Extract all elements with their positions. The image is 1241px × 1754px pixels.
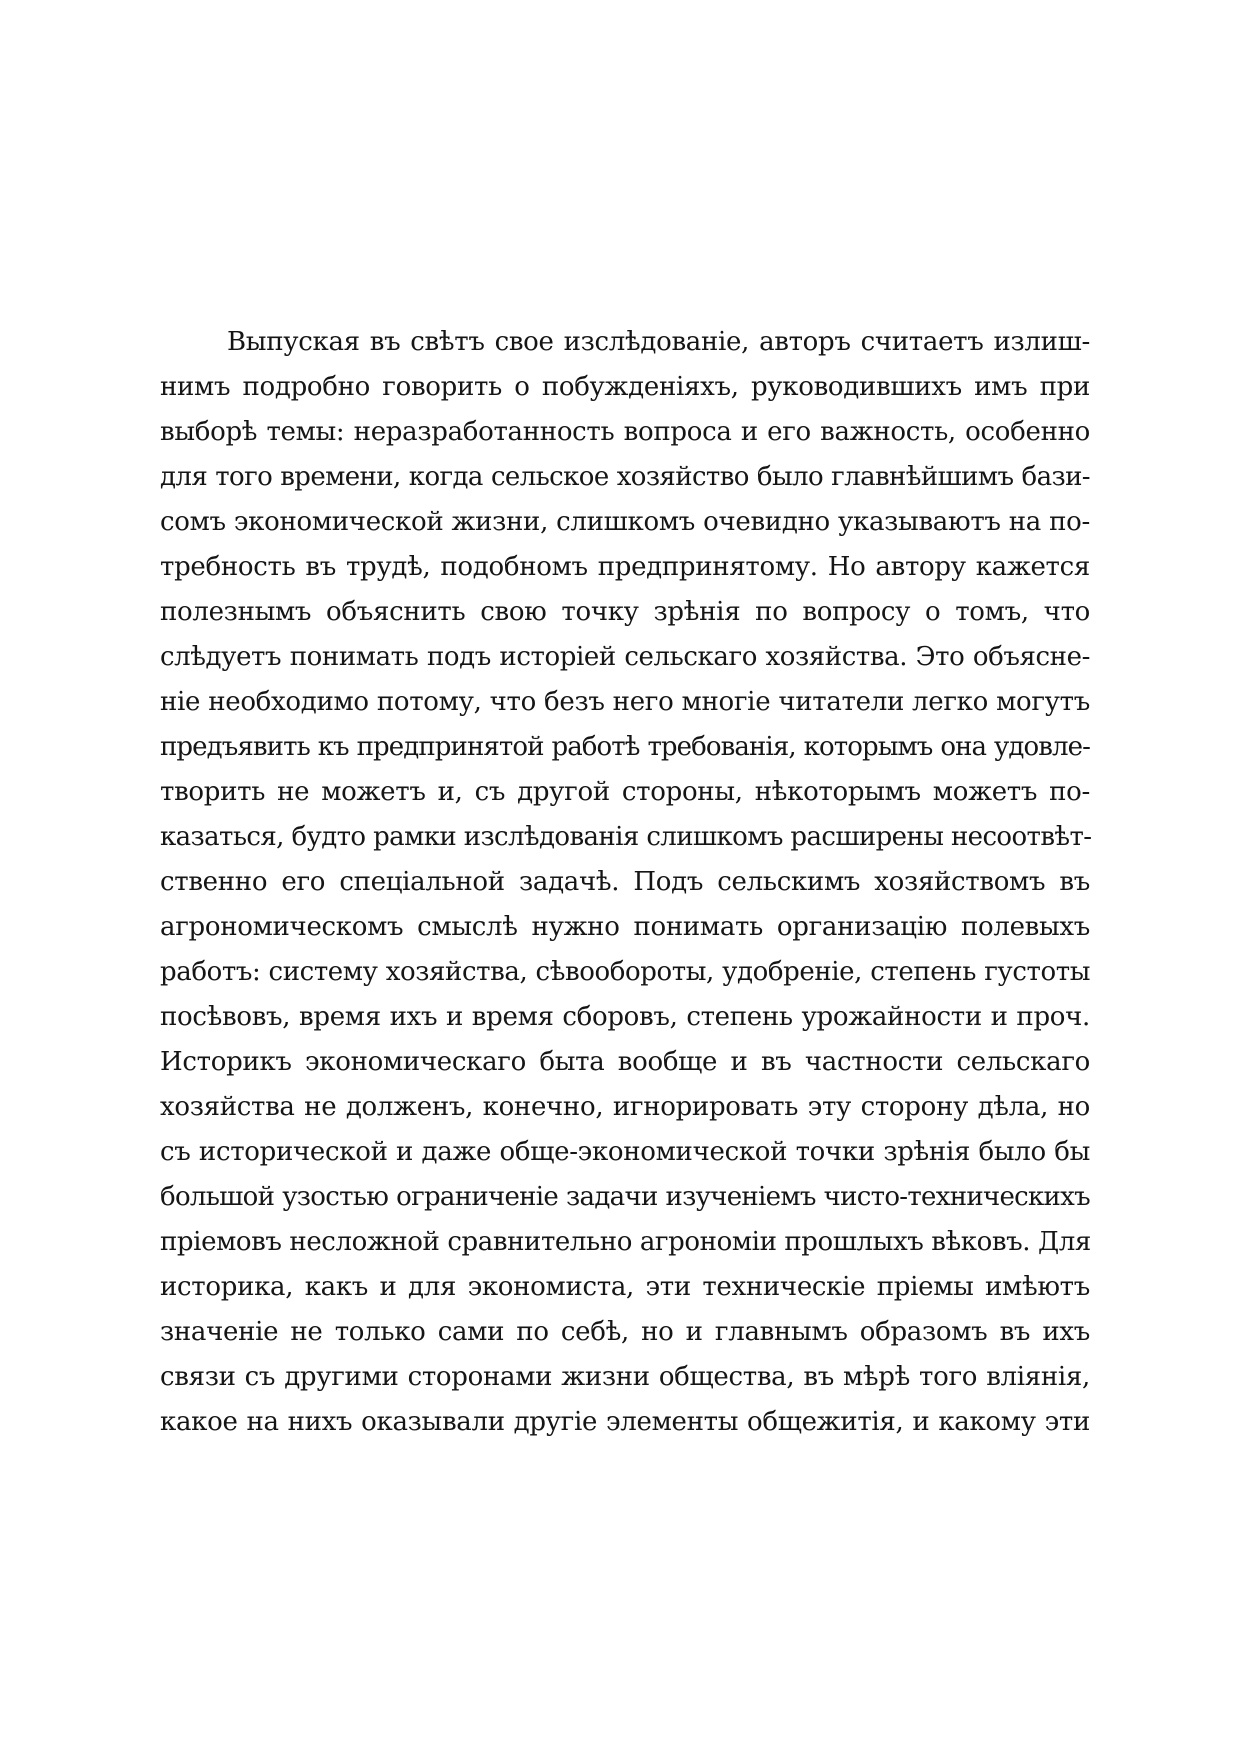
text-line: посѣвовъ, время ихъ и время сборовъ, степень урожайности и проч. — [160, 1002, 1090, 1032]
text-line: пріемовъ несложной сравнительно агрономіи прошлыхъ вѣковъ. Для — [160, 1227, 1091, 1257]
text-line: работъ: систему хозяйства, сѣвообороты, удобреніе, степень густоты — [160, 957, 1090, 987]
text-line: ственно его спеціальной задачѣ. Подъ сельскимъ хозяйствомъ въ — [160, 867, 1090, 897]
text-line: большой узостью ограниченіе задачи изученіемъ чисто-техническихъ — [160, 1182, 1090, 1212]
text-line: полезнымъ объяснить свою точку зрѣнія по вопросу о томъ, что — [160, 597, 1090, 627]
text-line: съ исторической и даже обще-экономической точки зрѣнія было бы — [160, 1137, 1090, 1167]
text-line: хозяйства не долженъ, конечно, игнорировать эту сторону дѣла, но — [160, 1092, 1090, 1122]
text-line: сомъ экономической жизни, слишкомъ очевидно указываютъ на по- — [160, 507, 1090, 537]
text-line: какое на нихъ оказывали другіе элементы общежитія, и какому эти — [160, 1407, 1090, 1437]
text-line: Выпуская въ свѣтъ свое изслѣдованіе, авторъ считаетъ излиш- — [227, 327, 1090, 357]
text-line: казаться, будто рамки изслѣдованія слишкомъ расширены несоотвѣт- — [160, 822, 1092, 852]
text-line: историка, какъ и для экономиста, эти техническіе пріемы имѣютъ — [160, 1272, 1090, 1302]
text-line: нимъ подробно говорить о побужденіяхъ, руководившихъ имъ при — [160, 372, 1090, 402]
body-paragraph — [160, 320, 1090, 1445]
text-line: Историкъ экономическаго быта вообще и въ частности сельскаго — [160, 1047, 1090, 1077]
text-line: слѣдуетъ понимать подъ исторіей сельскаго хозяйства. Это объясне- — [160, 642, 1090, 672]
text-line: выборѣ темы: неразработанность вопроса и его важность, особенно — [160, 417, 1090, 447]
text-line: ніе необходимо потому, что безъ него многіе читатели легко могутъ — [160, 687, 1090, 717]
text-line: связи съ другими сторонами жизни общества, въ мѣрѣ того вліянія, — [160, 1362, 1090, 1392]
text-line: агрономическомъ смыслѣ нужно понимать организацію полевыхъ — [160, 912, 1090, 942]
text-line: предъявить къ предпринятой работѣ требованія, которымъ она удовле- — [160, 732, 1090, 762]
text-line: значеніе не только сами по себѣ, но и главнымъ образомъ въ ихъ — [160, 1317, 1090, 1347]
text-line: для того времени, когда сельское хозяйство было главнѣйшимъ бази- — [160, 462, 1090, 492]
text-line: творить не можетъ и, съ другой стороны, нѣкоторымъ можетъ по- — [160, 777, 1090, 807]
text-line: требность въ трудѣ, подобномъ предпринятому. Но автору кажется — [160, 552, 1090, 582]
